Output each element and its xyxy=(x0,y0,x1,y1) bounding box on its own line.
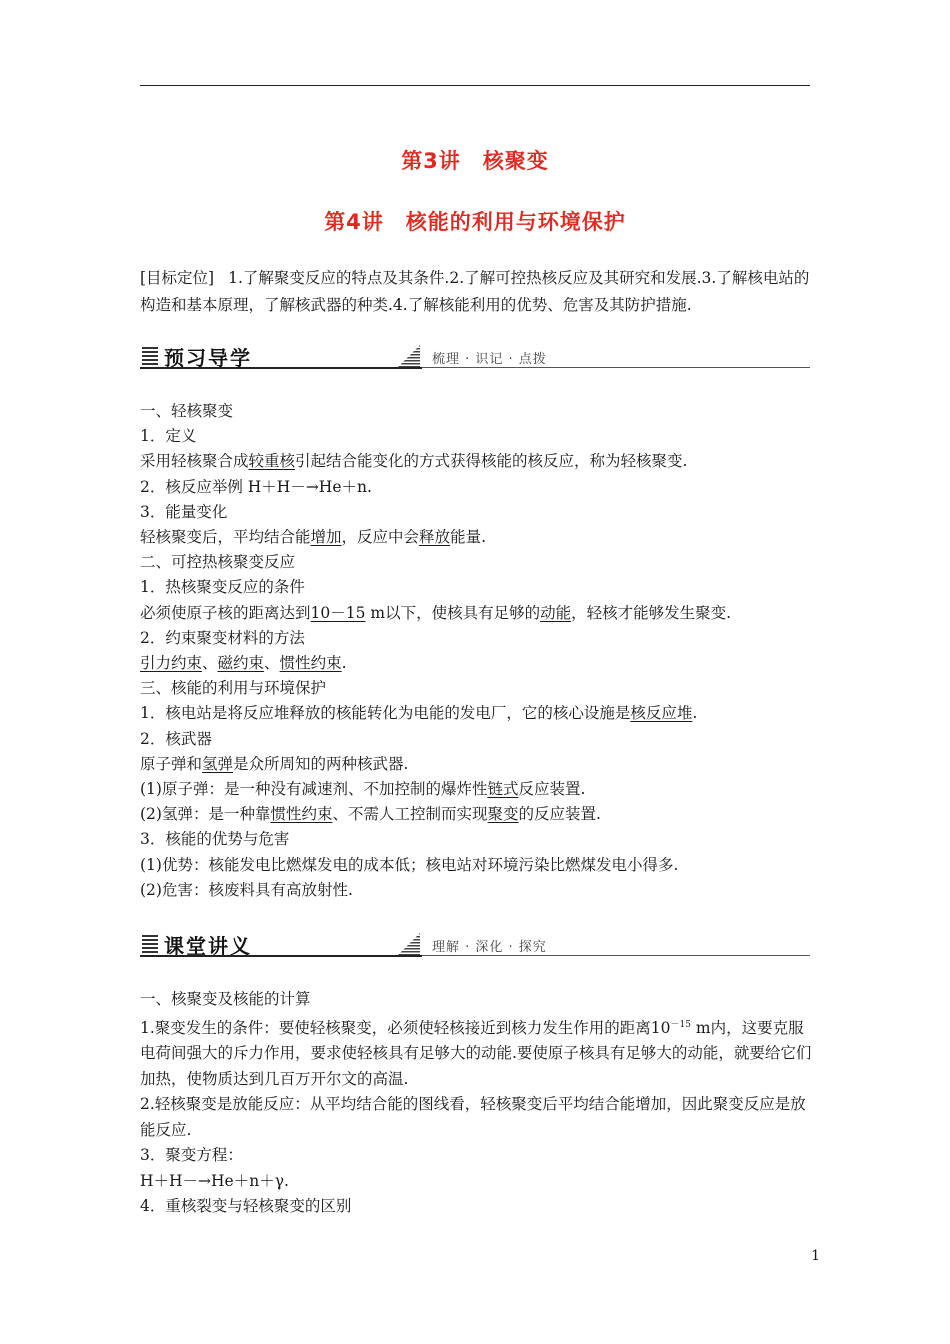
paragraph: (1)优势：核能发电比燃煤发电的成本低；核电站对环境污染比燃煤发电小得多. xyxy=(140,855,679,874)
answer-underline: 10－15 xyxy=(310,603,366,622)
paragraph xyxy=(140,701,812,726)
banner-wedge-icon xyxy=(398,345,420,367)
answer-underline: 动能 xyxy=(540,603,572,622)
banner-label: 预习导学 xyxy=(164,346,252,370)
paragraph: 2.轻核聚变是放能反应：从平均结合能的图线看，轻核聚变后平均结合能增加，因此聚变反应是放能反应. xyxy=(140,1095,806,1139)
text: ，轻核才能够发生聚变. xyxy=(571,603,732,622)
paragraph: 3．聚变方程： xyxy=(140,1146,243,1165)
page-number: 1 xyxy=(811,1248,820,1264)
section-heading: 三、核能的利用与环境保护 xyxy=(140,679,327,698)
text: . xyxy=(341,654,347,673)
section-heading: 一、轻核聚变 xyxy=(140,402,234,420)
preview-section xyxy=(140,399,812,903)
paragraph xyxy=(140,525,812,550)
section-heading: 二、可控热核聚变反应 xyxy=(140,553,296,572)
paragraph xyxy=(140,1013,812,1093)
text: 采用轻核聚合成 xyxy=(140,452,249,471)
text: 、不需人工控制而实现 xyxy=(332,805,488,824)
answer-underline: 增加 xyxy=(310,528,342,547)
text: 、 xyxy=(202,654,218,673)
answer-underline: 引力约束 xyxy=(140,654,203,673)
banner-wedge-icon xyxy=(398,933,420,955)
item-title: 1．定义 xyxy=(140,427,197,446)
section-banner-preview xyxy=(140,341,810,369)
exponent: －15 xyxy=(670,1019,691,1030)
text: . xyxy=(692,704,698,723)
text: 引起结合能变化的方式获得核能的核反应，称为轻核聚变. xyxy=(295,452,688,471)
paragraph xyxy=(140,777,812,802)
answer-underline: 惯性约束 xyxy=(270,805,333,824)
answer-underline: 核反应堆 xyxy=(630,704,693,723)
item-title: 2．核武器 xyxy=(140,729,212,748)
answer-underline: 较重核 xyxy=(248,452,296,471)
paragraph xyxy=(140,651,812,676)
text: 能量. xyxy=(450,528,486,547)
section-banner-lecture xyxy=(140,929,810,957)
item-title: 2．约束聚变材料的方法 xyxy=(140,628,305,647)
paragraph xyxy=(140,752,812,777)
banner-rule-thin xyxy=(422,367,810,368)
text: 轻核聚变后，平均结合能 xyxy=(140,528,311,547)
paragraph: 2．核反应举例 H＋H－→He＋n. xyxy=(140,477,372,496)
answer-underline: 聚变 xyxy=(487,805,519,824)
lesson-title-3: 第3讲 核聚变 xyxy=(401,149,549,173)
section-heading: 一、核聚变及核能的计算 xyxy=(140,990,311,1008)
item-title: 3．能量变化 xyxy=(140,502,228,521)
paragraph: 4．重核裂变与轻核聚变的区别 xyxy=(140,1197,352,1216)
text: 的反应装置. xyxy=(518,805,601,824)
answer-underline: 惯性约束 xyxy=(279,654,342,673)
header-rule xyxy=(140,85,810,86)
banner-rule-thick xyxy=(140,367,422,369)
paragraph xyxy=(140,601,812,626)
banner-stripes-icon xyxy=(142,935,158,953)
goals-tag: [目标定位] xyxy=(140,269,215,287)
item-title: 1．热核聚变反应的条件 xyxy=(140,578,305,597)
answer-underline: 磁约束 xyxy=(217,654,265,673)
text: 1．核电站是将反应堆释放的核能转化为电能的发电厂，它的核心设施是 xyxy=(140,704,631,723)
paragraph: (2)危害：核废料具有高放射性. xyxy=(140,880,353,899)
text: ，反应中会 xyxy=(341,528,420,547)
lesson-title-4: 第4讲 核能的利用与环境保护 xyxy=(324,210,626,234)
banner-rule-thick xyxy=(140,955,422,957)
banner-rule-thin xyxy=(422,955,810,956)
equation: H＋H－→He＋n＋γ. xyxy=(140,1171,289,1190)
paragraph xyxy=(140,802,812,827)
text: m内，这要克服电荷间强大的斥力作用，要求使轻核具有足够大的动能.要使原子核具有足够大的动能，就要给它们加热，使物质达到几百万开尔文的高温. xyxy=(140,1018,812,1088)
item-title: 3．核能的优势与危害 xyxy=(140,830,290,849)
banner-label: 课堂讲义 xyxy=(164,934,252,958)
text: 必须使原子核的距离达到 xyxy=(140,603,311,622)
banner-stripes-icon xyxy=(142,347,158,365)
text: m以下，使核具有足够的 xyxy=(365,603,541,622)
lecture-section xyxy=(140,987,812,1220)
text: 1.聚变发生的条件：要使轻核聚变，必须使轻核接近到核力发生作用的距离10 xyxy=(140,1018,671,1037)
answer-underline: 释放 xyxy=(419,528,451,547)
text: (2)氢弹：是一种靠 xyxy=(140,805,271,824)
learning-goals xyxy=(140,265,812,319)
text: 反应装置. xyxy=(518,780,586,799)
text: 原子弹和 xyxy=(140,754,203,773)
banner-subtitle: 理解 · 深化 · 探究 xyxy=(432,940,547,955)
answer-underline: 氢弹 xyxy=(202,754,234,773)
answer-underline: 链式 xyxy=(487,780,519,799)
goals-text: 1.了解聚变反应的特点及其条件.2.了解可控热核反应及其研究和发展.3.了解核电站的构造和基本原理，了解核武器的种类.4.了解核能利用的优势、危害及其防护措施. xyxy=(140,269,810,314)
text: (1)原子弹：是一种没有减速剂、不加控制的爆炸性 xyxy=(140,780,488,799)
paragraph xyxy=(140,449,812,474)
text: 、 xyxy=(264,654,280,673)
text: 是众所周知的两种核武器. xyxy=(233,754,409,773)
banner-subtitle: 梳理 · 识记 · 点拨 xyxy=(432,352,547,367)
